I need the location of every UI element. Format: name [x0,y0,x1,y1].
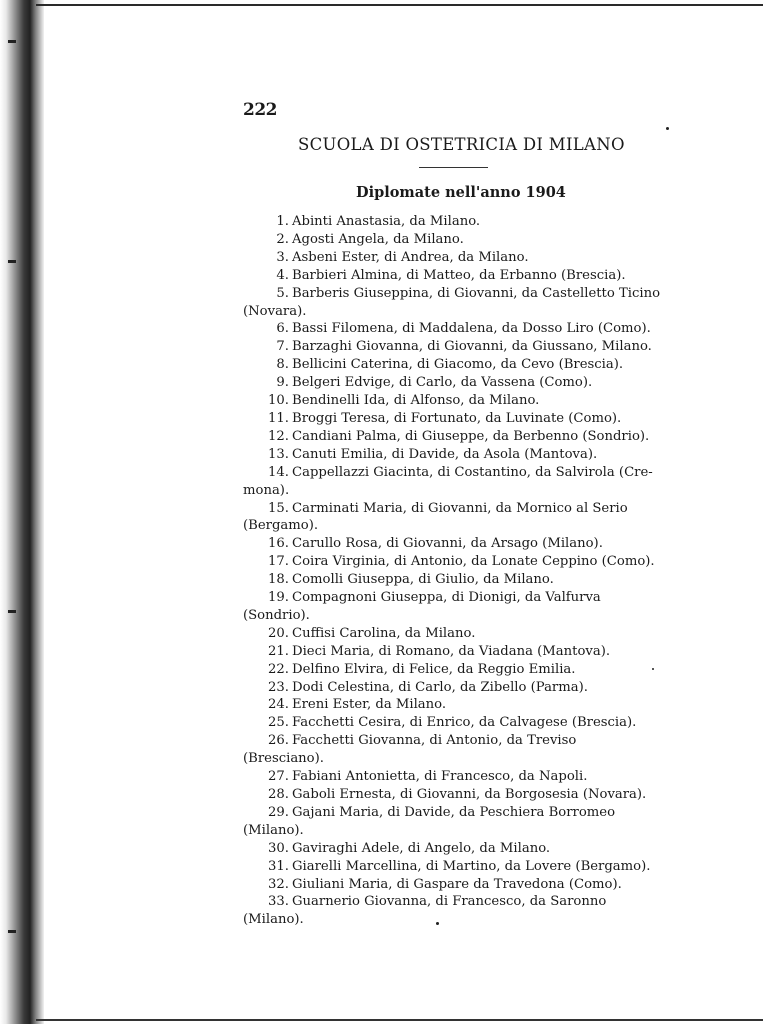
entry-number: 5. [276,285,289,301]
entry-number: 16. [268,536,289,552]
entry-number: 9. [276,375,289,391]
list-item [243,320,661,338]
entry-text: Coira Virginia, di Antonio, da Lonate Ceppino (Como). [292,554,655,570]
spine-mark [8,40,16,43]
list-item [243,428,661,446]
print-speck [666,127,669,130]
list-item [243,876,661,894]
list-item [243,858,661,876]
entry-text: Comolli Giuseppa, di Giulio, da Milano. [292,572,554,588]
section-heading: Diplomate nell'anno 1904 [356,184,566,201]
entry-number: 14. [268,464,289,480]
graduate-list [243,213,661,929]
entry-text: Fabiani Antonietta, di Francesco, da Napoli. [292,769,588,785]
entry-number: 15. [268,500,289,516]
entry-number: 26. [268,733,289,749]
spine-mark [8,260,16,263]
entry-number: 30. [268,840,289,856]
print-speck [436,922,439,925]
list-item [243,732,661,768]
list-item [243,679,661,697]
entry-text: Agosti Angela, da Milano. [292,231,464,247]
list-item [243,571,661,589]
entry-text: Dieci Maria, di Romano, da Viadana (Mantova). [292,643,611,659]
entry-text: Bendinelli Ida, di Alfonso, da Milano. [292,393,540,409]
entry-text: Barzaghi Giovanna, di Giovanni, da Giussano, Milano. [292,339,652,355]
list-item [243,696,661,714]
entry-number: 3. [276,249,289,265]
entry-text: Barberis Giuseppina, di Giovanni, da Castelletto Ticino [292,285,661,301]
entry-number: 24. [268,697,289,713]
entry-text: Delfino Elvira, di Felice, da Reggio Emilia. [292,661,576,677]
spine-mark [8,930,16,933]
list-item [243,464,661,500]
list-item [243,500,661,536]
entry-text: Carullo Rosa, di Giovanni, da Arsago (Milano). [292,536,603,552]
entry-number: 21. [268,643,289,659]
list-item [243,625,661,643]
list-item [243,374,661,392]
list-item [243,535,661,553]
entry-text: Cappellazzi Giacinta, di Costantino, da Salvirola (Cre- [292,464,653,480]
entry-text: Bassi Filomena, di Maddalena, da Dosso Liro (Como). [292,321,651,337]
entry-text: Candiani Palma, di Giuseppe, da Berbenno (Sondrio). [292,428,650,444]
book-spine-shadow [0,0,44,1024]
list-item [243,893,661,929]
entry-number: 18. [268,572,289,588]
page-bottom-edge [36,1019,763,1021]
entry-text: Canuti Emilia, di Davide, da Asola (Mantova). [292,446,598,462]
entry-text: Compagnoni Giuseppa, di Dionigi, da Valfurva (Sondrio). [243,590,601,623]
page-number: 222 [243,100,277,120]
entry-number: 20. [268,625,289,641]
list-item [243,392,661,410]
list-item [243,446,661,464]
entry-number: 28. [268,787,289,802]
list-item [243,768,661,786]
entry-text: Gaviraghi Adele, di Angelo, da Milano. [292,840,551,856]
entry-text: Bellicini Caterina, di Giacomo, da Cevo (Brescia). [292,357,624,373]
page-top-edge [36,4,763,6]
list-item [243,714,661,732]
entry-text: Ereni Ester, da Milano. [292,697,447,713]
list-item [243,786,661,804]
entry-number: 4. [276,267,289,283]
list-item [243,249,661,267]
entry-number: 2. [276,231,289,247]
list-item [243,643,661,661]
list-item [243,410,661,428]
entry-number: 29. [268,804,289,820]
list-item [243,661,661,679]
title-divider [419,167,488,168]
list-item [243,267,661,285]
entry-text: Gaboli Ernesta, di Giovanni, da Borgosesia (Novara). [292,787,647,802]
list-item [243,231,661,249]
list-item [243,356,661,374]
list-item [243,285,661,321]
entry-text: Broggi Teresa, di Fortunato, da Luvinate (Como). [292,410,622,426]
entry-text: Giuliani Maria, di Gaspare da Travedona (Como). [292,876,622,892]
entry-text: Belgeri Edvige, di Carlo, da Vassena (Como). [292,375,593,391]
entry-text: Guarnerio Giovanna, di Francesco, da Saronno (Milano). [243,894,607,928]
entry-number: 23. [268,679,289,695]
entry-text: Asbeni Ester, di Andrea, da Milano. [292,249,529,265]
entry-number: 31. [268,858,289,874]
entry-text: Facchetti Cesira, di Enrico, da Calvagese (Brescia). [292,715,637,731]
entry-text: Carminati Maria, di Giovanni, da Mornico al Serio [292,500,628,516]
list-item [243,589,661,625]
entry-continuation: (Novara). [243,303,307,319]
entry-text: Abinti Anastasia, da Milano. [292,214,481,229]
entry-continuation: mona). [243,482,290,498]
entry-text: Gajani Maria, di Davide, da Peschiera Borromeo (Milano). [243,804,616,838]
entry-number: 17. [268,554,289,570]
list-item [243,338,661,356]
entry-number: 22. [268,661,289,677]
list-item [243,213,661,231]
entry-text: Facchetti Giovanna, di Antonio, da Treviso (Bresciano). [243,733,577,767]
entry-text: Cuffisi Carolina, da Milano. [292,625,476,641]
entry-number: 10. [268,393,289,409]
entry-number: 8. [276,357,289,373]
entry-number: 25. [268,715,289,731]
entry-number: 13. [268,446,289,462]
entry-continuation: (Bergamo). [243,518,319,534]
list-item [243,840,661,858]
spine-mark [8,610,16,613]
entry-number: 1. [276,214,289,229]
entry-number: 11. [268,410,289,426]
entry-number: 33. [268,894,289,910]
entry-number: 7. [276,339,289,355]
list-item [243,553,661,571]
list-item [243,804,661,840]
entry-number: 12. [268,428,289,444]
entry-text: Barbieri Almina, di Matteo, da Erbanno (Brescia). [292,267,626,283]
entry-number: 27. [268,769,289,785]
entry-number: 19. [268,590,289,606]
entry-text: Dodi Celestina, di Carlo, da Zibello (Parma). [292,679,588,695]
entry-number: 6. [276,321,289,337]
page-title: SCUOLA DI OSTETRICIA DI MILANO [298,135,625,154]
entry-number: 32. [268,876,289,892]
entry-text: Giarelli Marcellina, di Martino, da Lovere (Bergamo). [292,858,651,874]
print-speck [652,668,654,670]
